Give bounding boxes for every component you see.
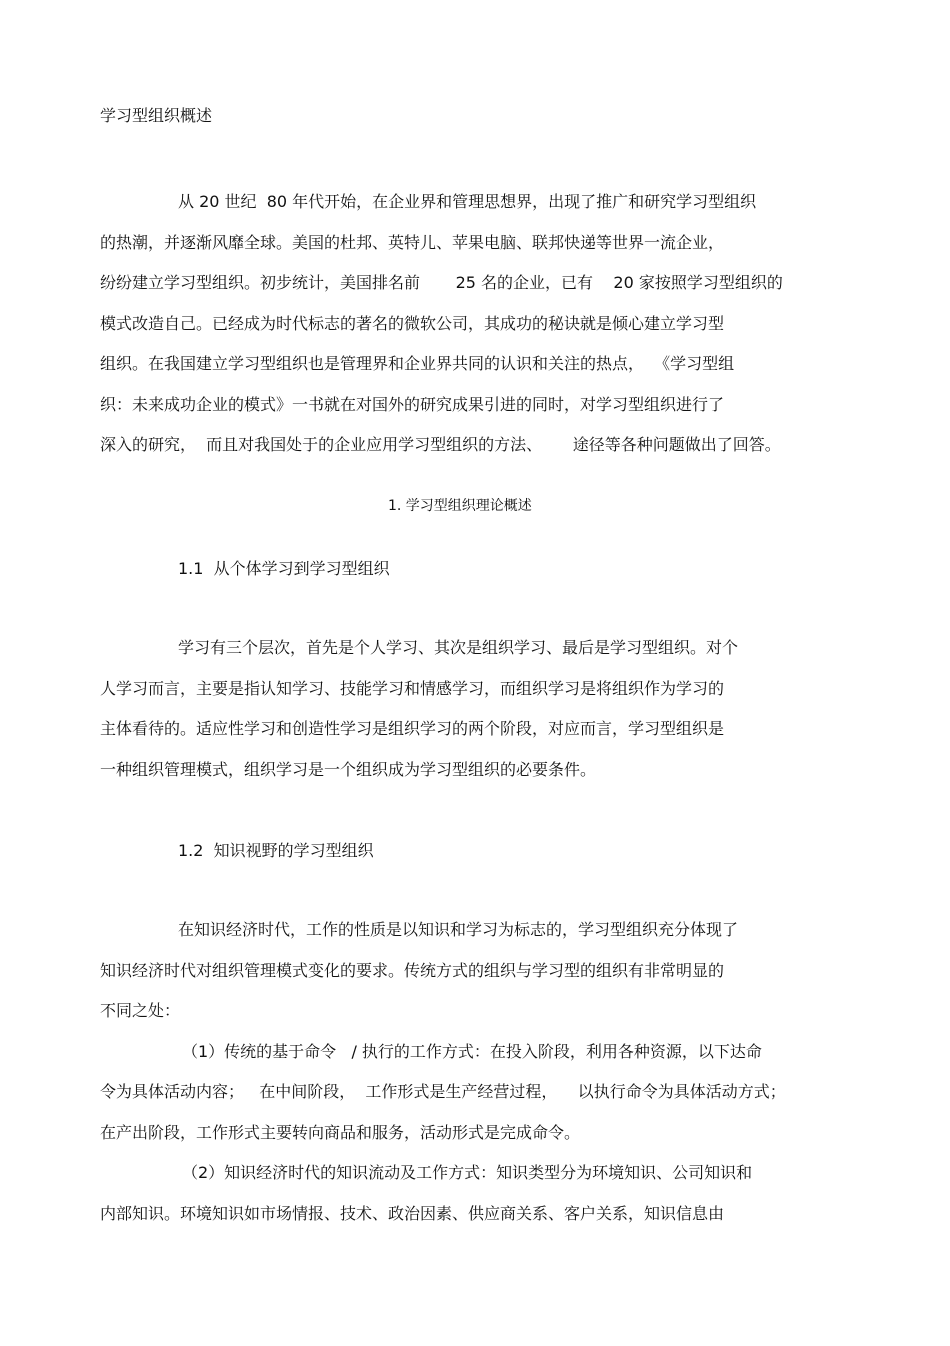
- paragraph-line: 一种组织管理模式，组织学习是一个组织成为学习型组织的必要条件。: [100, 760, 597, 779]
- section-heading: 1. 学习型组织理论概述: [388, 498, 532, 514]
- list-item-line: （1）传统的基于命令 / 执行的工作方式：在投入阶段，利用各种资源，以下达命: [182, 1042, 762, 1061]
- intro-line: 织：未来成功企业的模式》一书就在对国外的研究成果引进的同时，对学习型组织进行了: [100, 395, 725, 414]
- list-item-line: （2）知识经济时代的知识流动及工作方式：知识类型分为环境知识、公司知识和: [182, 1163, 753, 1182]
- subsection-heading: 1.2 知识视野的学习型组织: [178, 841, 374, 860]
- intro-line: 深入的研究， 而且对我国处于的企业应用学习型组织的方法、 途径等各种问题做出了回答。: [100, 435, 781, 454]
- paragraph-line: 知识经济时代对组织管理模式变化的要求。传统方式的组织与学习型的组织有非常明显的: [100, 961, 725, 980]
- intro-line: 从 20 世纪 80 年代开始，在企业界和管理思想界，出现了推广和研究学习型组织: [178, 192, 757, 211]
- paragraph-line: 主体看待的。适应性学习和创造性学习是组织学习的两个阶段，对应而言，学习型组织是: [100, 719, 725, 738]
- list-item-line: 令为具体活动内容； 在中间阶段， 工作形式是生产经营过程， 以执行命令为具体活动方式；: [100, 1082, 786, 1101]
- paragraph-line: 不同之处：: [100, 1001, 181, 1020]
- subsection-heading: 1.1 从个体学习到学习型组织: [178, 559, 390, 578]
- intro-line: 组织。在我国建立学习型组织也是管理界和企业界共同的认识和关注的热点， 《学习型组: [100, 354, 735, 373]
- paragraph-line: 学习有三个层次，首先是个人学习、其次是组织学习、最后是学习型组织。对个: [178, 638, 739, 657]
- intro-line: 纷纷建立学习型组织。初步统计，美国排名前 25 名的企业，已有 20 家按照学习型组织的: [100, 273, 783, 292]
- paragraph-line: 在知识经济时代，工作的性质是以知识和学习为标志的，学习型组织充分体现了: [178, 920, 739, 939]
- list-item-line: 在产出阶段，工作形式主要转向商品和服务，活动形式是完成命令。: [100, 1123, 581, 1142]
- doc-title: 学习型组织概述: [100, 106, 213, 125]
- intro-line: 的热潮，并逐渐风靡全球。美国的杜邦、英特儿、苹果电脑、联邦快递等世界一流企业，: [100, 233, 725, 252]
- paragraph-line: 人学习而言，主要是指认知学习、技能学习和情感学习，而组织学习是将组织作为学习的: [100, 679, 725, 698]
- list-item-line: 内部知识。环境知识如市场情报、技术、政治因素、供应商关系、客户关系，知识信息由: [100, 1204, 725, 1223]
- intro-line: 模式改造自己。已经成为时代标志的著名的微软公司，其成功的秘诀就是倾心建立学习型: [100, 314, 725, 333]
